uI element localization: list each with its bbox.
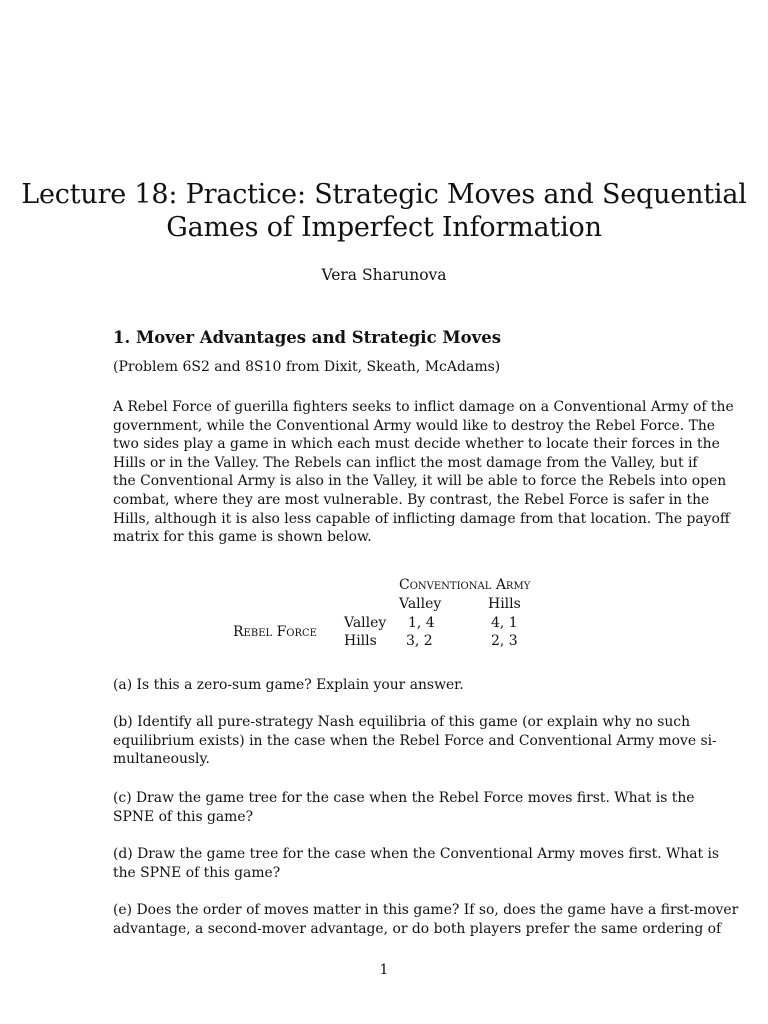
author-name: Vera Sharunova	[321, 266, 447, 284]
column-strategy-hills: Hills	[488, 596, 521, 612]
column-strategy-valley: Valley	[399, 596, 442, 612]
page-title	[0, 178, 768, 244]
paragraph-line: SPNE of this game?	[113, 808, 254, 825]
paragraph-line: equilibrium exists) in the case when the Rebel Force and Conventional Army move si-	[113, 732, 717, 749]
paragraph-line: government, while the Conventional Army would like to destroy the Rebel Force. The	[113, 417, 716, 434]
section-heading: 1. Mover Advantages and Strategic Moves	[113, 328, 502, 347]
row-player-label: Rebel Force	[233, 624, 317, 640]
paragraph-line: combat, where they are most vulnerable. By contrast, the Rebel Force is safer in the	[113, 491, 710, 508]
row-strategy-hills: Hills	[344, 633, 377, 649]
paragraph-line: the Conventional Army is also in the Valley, it will be able to force the Rebels into open	[113, 473, 727, 490]
source-note: (Problem 6S2 and 8S10 from Dixit, Skeath, McAdams)	[113, 359, 501, 375]
paragraph-line: (a) Is this a zero-sum game? Explain your answer.	[113, 677, 464, 693]
paragraph-line: (b) Identify all pure-strategy Nash equilibria of this game (or explain why no such	[113, 714, 691, 730]
paragraph-line: matrix for this game is shown below.	[113, 529, 372, 546]
paragraph-line: (e) Does the order of moves matter in this game? If so, does the game have a first-mover	[113, 902, 739, 918]
question-c	[113, 789, 695, 826]
payoff-cell-valley-valley: 1, 4	[408, 615, 435, 631]
paragraph-line: advantage, a second-mover advantage, or do both players prefer the same ordering of	[113, 920, 722, 937]
paragraph-line: A Rebel Force of guerilla fighters seeks to inflict damage on a Conventional Army of the	[113, 399, 734, 415]
page-number: 1	[379, 962, 389, 978]
paragraph-line: Hills, although it is also less capable of inflicting damage from that location. The payoff	[113, 510, 730, 527]
paragraph-line: (d) Draw the game tree for the case when the Conventional Army moves first. What is	[113, 846, 720, 862]
column-player-label: Conventional Army	[399, 577, 531, 593]
question-b	[113, 713, 717, 769]
title-line-2: Games of Imperfect Information	[166, 212, 602, 243]
paragraph-line: the SPNE of this game?	[113, 864, 281, 881]
payoff-cell-hills-hills: 2, 3	[491, 633, 518, 649]
paragraph-line: (c) Draw the game tree for the case when the Rebel Force moves first. What is the	[113, 790, 695, 806]
row-strategy-valley: Valley	[344, 615, 387, 631]
title-line-1: Lecture 18: Practice: Strategic Moves and Sequential	[21, 179, 747, 210]
paragraph-line: Hills or in the Valley. The Rebels can inflict the most damage from the Valley, but if	[113, 454, 698, 471]
intro-paragraph	[113, 398, 734, 547]
paragraph-line: two sides play a game in which each must decide whether to locate their forces in the	[113, 436, 720, 453]
payoff-cell-valley-hills: 4, 1	[491, 615, 518, 631]
question-d	[113, 845, 720, 882]
question-a	[113, 676, 673, 695]
payoff-cell-hills-valley: 3, 2	[406, 633, 433, 649]
question-e	[113, 901, 739, 938]
paragraph-line: multaneously.	[113, 751, 210, 768]
